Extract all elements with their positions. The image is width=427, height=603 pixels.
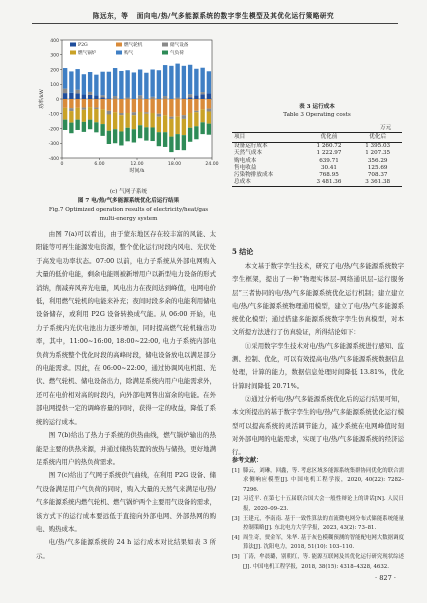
table-cell: 天然气成本 (234, 150, 262, 157)
bar-segment (207, 124, 211, 135)
bar-segment (82, 74, 86, 94)
bar-segment (132, 99, 136, 112)
bar-segment (94, 95, 98, 99)
bar-segment (150, 99, 154, 113)
legend-swatch (162, 43, 168, 47)
bar-segment (182, 119, 186, 135)
bar-segment (113, 129, 117, 143)
reference-text: 丁涛，牟晨璐，别朝红，等. 能源互联网及其优化运行研究现状综述[J]. 中国电机工程学报，2018, 38(15): 4318–4328, 4632. (243, 553, 404, 570)
bar-segment (182, 66, 186, 98)
bar-segment (132, 112, 136, 115)
bar-segment (144, 99, 148, 112)
reference-text: 王建元，李南南. 基于一致性算法的直流微电网分布式储能系统能量控制策略[J]. 东北电力大学学报，2023, 43(2): 73–81. (243, 515, 404, 532)
bar-segment (163, 115, 167, 132)
table-header-cell: 优化前 (305, 133, 354, 143)
bar-segment (113, 68, 117, 96)
bar-segment (100, 124, 104, 136)
bar-segment (107, 131, 111, 144)
bar-segment (69, 93, 73, 99)
paragraph: 本文基于数字孪生技术，研究了电/热/气多能源系统数字孪生框架，提出了一种“物理实体层–网络通讯层–运行服务层”三者协同的电/热/气多能源系统优化运行机制；建立建立电/热/气多能源系统物理通用模型，建立了电/热/气多能源系统优化模型；通过搭建多能源系统数字孪生仿真模型，对本文所提方法进行了仿真验证，所得结论如下： (232, 262, 404, 337)
bar-segment (157, 132, 161, 146)
bar-segment (107, 98, 111, 99)
table-row (232, 150, 402, 157)
bar-segment (94, 108, 98, 109)
reference-item (232, 515, 404, 534)
bar-segment (157, 70, 161, 99)
bar-segment (94, 99, 98, 108)
bar-segment (82, 122, 86, 132)
bar-segment (69, 99, 73, 108)
y-tick-label: 0 (56, 97, 59, 103)
bar-segment (200, 68, 204, 92)
table-title-cn: 表 3 运行成本 (299, 104, 335, 110)
y-tick-label: 300 (50, 53, 59, 59)
bar-segment (113, 112, 117, 129)
bar-segment (63, 93, 67, 99)
table-cell: 总成本 (232, 179, 305, 187)
bar-segment (132, 72, 136, 99)
paragraph: 由图 7(a)可以看出，由于蒙东地区存在较丰富的风能、太阳能等可再生能源发电资源，整个优化运行时段内风电、光伏处于高发电功率状态。07:00 以前，电力子系统从外部电网购入大量的低价电能，剩余电能则被新增用户以新型电力设备的形式消纳，削减弃风弃光电量，风电出力在夜间达到峰值，电网电价低，利用燃气轮机的电能来补充；夜间时段多余的电能利用储电设备储存，或利用 P2G 设备转换成气能。从 06:00 开始，电力子系统内光伏电池出力逐步增加，同时提高燃气轮机输出功率，其中，11:00~16:00, 18:00~22:00, 电力子系统内部电负荷为系统整个优化时段的高峰时段，储电设备放电以满足部分的电能需求。因此，在 06:00~22:00，通过协调风电机组、光伏、燃气轮机、储电设备出力，除满足系统内用户电能需求外，还可在电价相对高的时段内，向外部电网售出富余的电能。在外部电网提供一定的调峰容量的同时，获得一定的收益，降低了系统的运行成本。 (36, 230, 216, 426)
references (232, 456, 404, 572)
left-column-body (36, 228, 216, 563)
bar-segment (194, 95, 198, 99)
bar-segment (188, 65, 192, 95)
bar-segment (175, 98, 179, 99)
table-title-en: Table 3 Operating costs (283, 112, 351, 118)
bar-segment (100, 72, 104, 96)
bar-segment (182, 98, 186, 99)
bar-segment (69, 123, 73, 134)
bar-segment (138, 125, 142, 138)
bar-segment (144, 127, 148, 140)
bar-segment (119, 99, 123, 113)
operating-costs-table (232, 132, 402, 187)
bar-segment (75, 90, 79, 94)
bar-segment (100, 95, 104, 97)
bar-segment (75, 69, 79, 90)
legend-label: 购气 (124, 51, 134, 56)
bar-segment (94, 122, 98, 132)
bar-segment (125, 113, 129, 128)
bar-segment (207, 112, 211, 124)
bar-segment (150, 97, 154, 99)
references-title: 参考文献： (232, 457, 263, 464)
bar-segment (82, 108, 86, 110)
bar-segment (125, 128, 129, 142)
legend-label: 燃气锅炉 (78, 51, 97, 56)
bar-segment (82, 95, 86, 99)
bar-segment (63, 68, 67, 89)
paragraph: 电/热/气多能源系统的 24 h 运行成本对比结果如表 3 所示。 (36, 538, 216, 560)
bar-segment (182, 99, 186, 115)
bar-segment (194, 126, 198, 139)
bar-segment (63, 89, 67, 93)
bar-segment (163, 96, 167, 99)
bar-segment (188, 94, 192, 97)
table-cell: 3 361.38 (353, 179, 402, 187)
reference-number: [2] (232, 496, 240, 503)
bar-segment (207, 71, 211, 93)
bar-segment (119, 115, 123, 131)
bar-segment (69, 111, 73, 123)
paragraph: 图 7(b)给出了热力子系统的供热曲线，燃气锅炉输出的热能是主要的供热来源，并通过储热装置的放热与储热，更好地满足系统内用户的热负荷需求。 (36, 431, 216, 466)
bar-segment (100, 98, 104, 99)
paragraph: ①采用数字孪生技术对电/热/气多能源系统进行感知、监测、控制、优化，可以有效提高电/热/气多能源系统数据信息处理，计算的能力，数据信息处理时间降低 13.81%，优化计算时间降低 20.71%。 (232, 341, 404, 390)
bar-segment (107, 111, 111, 115)
bar-segment (107, 99, 111, 111)
bar-segment (132, 115, 136, 129)
table-cell: 768.95 (319, 172, 339, 179)
bar-segment (144, 73, 148, 99)
bar-segment (188, 128, 192, 142)
conclusion-body (232, 260, 404, 459)
reference-number: [5] (232, 553, 240, 560)
bar-segment (194, 69, 198, 96)
gas-subsystem-chart (36, 32, 221, 182)
bar-segment (75, 93, 79, 99)
bar-segment (82, 110, 86, 122)
table-cell: 1 395.03 (365, 143, 391, 150)
bar-segment (169, 119, 173, 137)
bar-segment (119, 113, 123, 115)
bar-segment (200, 109, 204, 122)
reference-number: [4] (232, 534, 240, 541)
table-cell: 购电成本 (234, 157, 257, 164)
bar-segment (188, 113, 192, 128)
bar-segment (207, 109, 211, 112)
bar-segment (125, 98, 129, 99)
reference-number: [1] (232, 467, 240, 474)
bar-segment (113, 99, 117, 112)
reference-text: 周生奇，贾金军，朱华. 基于灰色模糊预测的智能配电网大数据调度算法[J]. 沈阳电力，2018, 51(10): 103–110. (243, 534, 404, 551)
page-number: · 827 · (375, 574, 396, 582)
bar-segment (100, 109, 104, 124)
bar-segment (175, 134, 179, 150)
bar-segment (94, 75, 98, 96)
header-rule (32, 23, 398, 24)
y-tick-label: 400 (50, 38, 59, 44)
bar-segment (194, 111, 198, 112)
bar-segment (75, 99, 79, 108)
paragraph: ②通过分析电/热/气多能源系统优化后的运行结果可知，本文所提出的基于数字孪生的电/热/气多能源系统优化运行模型可以提高系统的灵活调节能力，减少系统在电网峰值时刻对外部电网的电能需求，实现了电/热/气多能源系统的经济运行。 (232, 394, 404, 457)
bar-segment (88, 95, 92, 99)
bar-segment (175, 117, 179, 134)
bar-segment (75, 108, 79, 120)
bar-segment (150, 127, 154, 141)
bar-segment (188, 97, 192, 99)
bar-segment (182, 115, 186, 119)
table-cell: 356.29 (367, 157, 388, 164)
x-tick-label: 24.00 (205, 162, 219, 167)
bar-segment (94, 109, 98, 122)
table-header-row (232, 133, 402, 143)
table-unit: 万元 (380, 125, 392, 131)
table-title (232, 103, 402, 119)
reference-text: 习近平. 在第七十五届联合国大会一般性辩论上的讲话[N]. 人民日报，2020–09–23. (243, 496, 404, 512)
legend-label: 储气设备 (170, 43, 189, 48)
bar-segment (188, 99, 192, 113)
legend-label: P2G (78, 43, 88, 48)
figure-caption-en: Fig.7 Optimized operation results of electricity/heat/gas multi-energy system (48, 207, 209, 222)
bar-segment (88, 120, 92, 130)
y-tick-label: -200 (48, 127, 59, 133)
reference-item (232, 534, 404, 553)
reference-item (232, 495, 404, 514)
bar-segment (163, 132, 167, 147)
bar-segment (125, 70, 129, 97)
bar-segment (207, 93, 211, 99)
reference-item (232, 467, 404, 496)
reference-item (232, 553, 404, 572)
table-cell: 设备运行成本 (234, 143, 268, 150)
bar-segment (138, 70, 142, 96)
bar-segment (200, 122, 204, 134)
bar-segment (63, 99, 67, 108)
table-cell: 售电收益 (234, 164, 257, 171)
bar-segment (169, 117, 173, 119)
conclusion-heading: 5 结论 (232, 247, 254, 256)
legend-label: 燃气轮机 (124, 43, 143, 48)
legend-swatch (70, 43, 76, 47)
table-cell: 1 222.97 (316, 150, 342, 157)
table-cell: 1 260.72 (316, 143, 342, 150)
reference-text: 滕云，刘琳，回鑫，等. 考虑区域多能源系统集群协同优化的联合需求侧响应模型[J]. 中国电机工程学报，2020, 40(22): 7282–7296. (243, 467, 404, 493)
table-cell: 708.37 (367, 172, 388, 179)
legend-swatch (116, 43, 122, 47)
legend-swatch (70, 51, 76, 55)
x-tick-label: 18.00 (167, 162, 182, 167)
bar-segment (113, 96, 117, 99)
legend-label: 气负荷 (170, 51, 184, 56)
bar-segment (163, 99, 167, 115)
figure-7 (36, 32, 221, 232)
table-header-cell: 优化后 (353, 133, 402, 143)
x-tick-label: 0 (60, 162, 64, 167)
y-tick-label: -300 (48, 142, 59, 148)
header-title: 面向电/热/气多能源系统的数字孪生模型及其优化运行策略研究 (136, 12, 335, 20)
bar-segment (119, 71, 123, 99)
bar-segment (138, 99, 142, 112)
bar-segment (175, 99, 179, 117)
x-tick-label: 6.00 (94, 162, 105, 167)
bar-segment (200, 99, 204, 109)
y-tick-label: -400 (48, 156, 59, 162)
bar-segment (157, 114, 161, 117)
y-axis-label: 功率/kW (39, 89, 45, 109)
table-row (232, 172, 402, 179)
bar-segment (150, 113, 154, 127)
bar-segment (200, 94, 204, 99)
running-header (0, 10, 427, 20)
bar-segment (88, 92, 92, 95)
bar-segment (88, 99, 92, 107)
bar-segment (69, 108, 73, 111)
table-cell: 30.41 (320, 164, 337, 171)
bar-segment (63, 120, 67, 130)
bar-segment (88, 107, 92, 120)
bar-segment (107, 114, 111, 130)
bar-segment (69, 71, 73, 92)
bar-segment (150, 70, 154, 97)
bar-segment (75, 120, 79, 130)
table-cell: 125.69 (367, 164, 388, 171)
bar-segment (144, 112, 148, 113)
header-authors: 陈远东，等 (92, 12, 129, 20)
table-row (232, 158, 402, 165)
bar-segment (119, 131, 123, 145)
y-tick-label: -100 (48, 112, 59, 118)
bar-segment (157, 99, 161, 114)
paragraph: 图 7(c)给出了气网子系统供气曲线，在利用 P2G 设备、储气设备满足用户气负荷的同时，购入大量的天然气来满足电/热/气多能源系统内燃气轮机、燃气锅炉两个主要用气设备的需求，该方式下的运行成本要远低于直接向外部电网、外部热网的购电、购热成本。 (36, 471, 216, 533)
legend-swatch (116, 51, 122, 55)
table-cell: 污染物排放成本 (234, 172, 274, 179)
bar-segment (169, 99, 173, 117)
bar-segment (88, 72, 92, 92)
y-tick-label: 200 (50, 68, 59, 74)
table-cell: 639.71 (319, 157, 339, 164)
bar-segment (125, 99, 129, 113)
bar-segment (169, 66, 173, 99)
table-cell: 1 207.35 (365, 150, 391, 157)
x-axis-label: 时间/h (129, 168, 145, 174)
figure-caption-cn: 图 7 电/热/气多能源系统优化后运行结果 (77, 198, 180, 204)
bar-segment (163, 65, 167, 96)
bar-segment (82, 99, 86, 108)
table-header-cell: 项目 (232, 133, 305, 143)
table-cell: 3 481.36 (305, 179, 354, 187)
x-tick-label: 12.00 (130, 162, 144, 167)
bar-segment (138, 95, 142, 99)
bar-segment (169, 137, 173, 152)
bar-segment (132, 129, 136, 142)
legend-swatch (162, 51, 168, 55)
bar-segment (194, 99, 198, 111)
bar-segment (144, 114, 148, 128)
reference-number: [3] (232, 515, 240, 522)
bar-segment (157, 117, 161, 132)
figure-subcaption: (c) 气网子系统 (109, 189, 148, 195)
bar-segment (138, 112, 142, 125)
bar-segment (107, 72, 111, 99)
bar-segment (194, 112, 198, 126)
bar-segment (175, 64, 179, 98)
table-row (232, 165, 402, 172)
y-tick-label: 100 (50, 83, 59, 89)
table-row (232, 179, 402, 187)
bar-segment (207, 99, 211, 109)
bar-segment (182, 135, 186, 150)
bar-segment (63, 108, 67, 120)
bar-segment (100, 99, 104, 109)
bar-segment (200, 92, 204, 94)
